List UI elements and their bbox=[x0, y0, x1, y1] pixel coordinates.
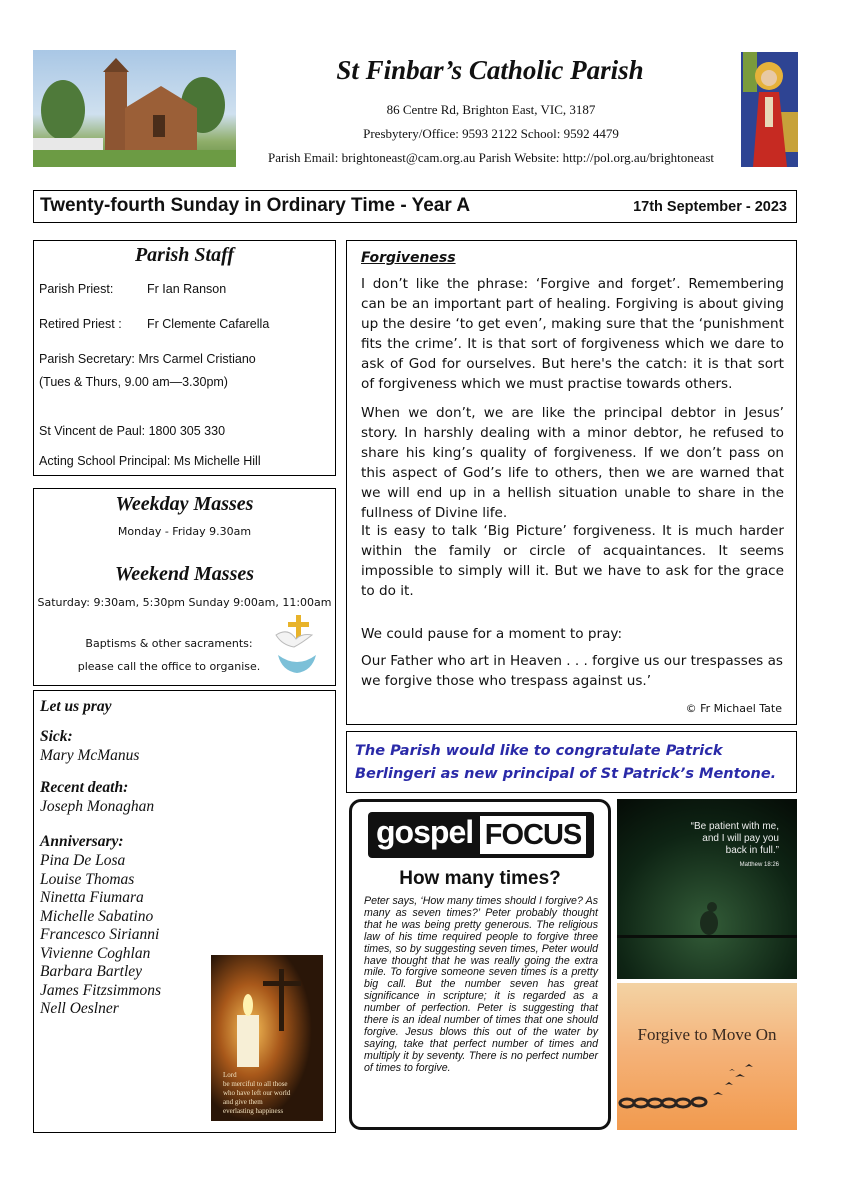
sunday-title: Twenty-fourth Sunday in Ordinary Time - Year A bbox=[40, 195, 471, 216]
article-paragraph: We could pause for a moment to pray: bbox=[361, 626, 623, 642]
secretary-hours: (Tues & Thurs, 9.00 am—3.30pm) bbox=[39, 375, 228, 389]
forgiveness-article bbox=[346, 240, 797, 725]
parish-secretary: Parish Secretary: Mrs Carmel Cristiano bbox=[39, 352, 256, 366]
gospel-focus-body: Peter says, ‘How many times should I forgive? As many as seven times?’ Peter probably thought that he was being pretty generous. The religious law of his time required people to forgive three times, so by suggesting seven times, Peter would have thought that he was really going the extra mile. To forgive someone seven times is a pretty big call. But the number seven has great significance in scripture; it is regarded as a number of perfection. Peter is suggesting that there is an ideal number of times that one should forgive. Jesus blows this out of the water by saying, take that perfect number of times and multiply it by seventy. There is no perfect number of times to forgive. bbox=[364, 895, 598, 1074]
staff-label: Retired Priest : bbox=[39, 317, 122, 331]
list-item: Mary McManus bbox=[40, 747, 140, 764]
sick-heading: Sick: bbox=[40, 728, 73, 745]
st-vincent-de-paul: St Vincent de Paul: 1800 305 330 bbox=[39, 424, 226, 438]
staff-row bbox=[39, 282, 227, 296]
sacraments-line-2: please call the office to organise. bbox=[77, 660, 261, 673]
list-item: Joseph Monaghan bbox=[40, 798, 155, 815]
parish-address: 86 Centre Rd, Brighton East, VIC, 3187 bbox=[386, 102, 596, 117]
candle-text-line: and give them bbox=[223, 1098, 263, 1106]
weekday-mass-times: Monday - Friday 9.30am bbox=[117, 525, 252, 538]
article-paragraph: I don’t like the phrase: ‘Forgive and forget’. Remembering can be an important part of healing. Forgiving is about giving up the desire ‘to get even’, making sure that the ‘punishment fits the crime’. It is that sort of forgiveness which we dare to ask of God for ourselves. But here's the catch: it is that sort of forgiveness which we must practise towards others. bbox=[361, 276, 784, 392]
parish-name: St Finbar’s Catholic Parish bbox=[336, 55, 644, 85]
article-paragraph: Our Father who art in Heaven . . . forgive us our trespasses as we forgive those who trespass against us.’ bbox=[361, 653, 784, 689]
staff-row bbox=[39, 317, 270, 331]
gospel-focus-logo bbox=[368, 812, 594, 858]
candle-prayer-image bbox=[211, 955, 323, 1121]
weekend-mass-times: Saturday: 9:30am, 5:30pm Sunday 9:00am, 11:00am bbox=[37, 596, 332, 609]
list-item: James Fitzsimmons bbox=[40, 981, 161, 999]
weekend-masses-title: Weekend Masses bbox=[114, 563, 255, 585]
candle-text-line: who have left our world bbox=[223, 1089, 291, 1097]
staff-label: Parish Priest: bbox=[39, 282, 114, 296]
broken-chain-birds-icon bbox=[617, 983, 797, 1130]
quote-line: “Be patient with me, bbox=[690, 821, 779, 832]
kneeling-figure-icon bbox=[617, 799, 797, 979]
congratulations-notice: The Parish would like to congratulate Patrick Berlingeri as new principal of St Patrick’s Mentone. bbox=[346, 731, 797, 793]
anniversary-list bbox=[40, 852, 161, 1019]
anniversary-heading: Anniversary: bbox=[40, 833, 124, 850]
list-item: Nell Oeslner bbox=[40, 1000, 119, 1017]
saint-stained-glass-image bbox=[741, 52, 798, 167]
parish-staff-title: Parish Staff bbox=[134, 244, 235, 266]
parish-phones: Presbytery/Office: 9593 2122 School: 9592 4479 bbox=[363, 126, 619, 141]
church-photo bbox=[33, 50, 236, 167]
quote-line: and I will pay you bbox=[702, 833, 779, 844]
article-credit: © Fr Michael Tate bbox=[685, 702, 782, 715]
be-patient-quote-image bbox=[617, 799, 797, 979]
let-us-pray-box bbox=[33, 690, 336, 1133]
list-item: Vivienne Coghlan bbox=[40, 944, 151, 962]
list-item: Barbara Bartley bbox=[40, 963, 143, 980]
sunday-date: 17th September - 2023 bbox=[633, 199, 787, 215]
article-title: Forgiveness bbox=[361, 250, 456, 266]
masses-box bbox=[33, 488, 336, 686]
candle-prayer-text bbox=[223, 1071, 290, 1116]
list-item: Pina De Losa bbox=[40, 852, 126, 869]
parish-contacts: Parish Email: brightoneast@cam.org.au Parish Website: http://pol.org.au/brightoneast bbox=[268, 150, 714, 165]
forgive-image-text: Forgive to Move On bbox=[637, 1025, 777, 1044]
staff-value: Fr Clemente Cafarella bbox=[147, 317, 270, 331]
forgive-to-move-on-image bbox=[617, 983, 797, 1130]
sunday-banner bbox=[33, 190, 797, 223]
quote-line: back in full.” bbox=[725, 845, 779, 856]
gospel-focus-heading: How many times? bbox=[399, 868, 561, 889]
logo-gospel: gospel bbox=[376, 814, 474, 850]
article-paragraph: When we don’t, we are like the principal debtor in Jesus’ story. In harshly dealing with a minor debtor, he refused to share his king’s quality of forgiveness. If we don’t pass on this aspect of God’s life to others, then we are warned that we will end up in a hellish situation unable to share in the fullness of Divine life. bbox=[361, 405, 784, 521]
parish-staff-box bbox=[33, 240, 336, 476]
sacraments-line-1: Baptisms & other sacraments: bbox=[85, 637, 253, 650]
staff-value: Fr Ian Ranson bbox=[147, 282, 227, 296]
recent-death-heading: Recent death: bbox=[40, 779, 129, 796]
school-principal: Acting School Principal: Ms Michelle Hill bbox=[39, 454, 261, 468]
candle-text-line: be merciful to all those bbox=[223, 1080, 288, 1088]
gospel-focus-panel bbox=[349, 799, 611, 1130]
list-item: Francesco Sirianni bbox=[40, 926, 160, 943]
candle-text-line: Lord bbox=[223, 1071, 237, 1079]
candle-text-line: everlasting happiness bbox=[223, 1107, 284, 1115]
logo-focus: FOCUS bbox=[480, 816, 586, 854]
weekday-masses-title: Weekday Masses bbox=[115, 493, 254, 515]
quote-reference: Matthew 18:26 bbox=[739, 862, 779, 868]
list-item: Louise Thomas bbox=[40, 870, 135, 888]
list-item: Michelle Sabatino bbox=[40, 907, 154, 925]
list-item: Ninetta Fiumara bbox=[40, 889, 144, 906]
baptism-dove-icon bbox=[272, 613, 322, 675]
let-us-pray-title: Let us pray bbox=[40, 698, 112, 715]
article-paragraph: It is easy to talk ‘Big Picture’ forgiveness. It is much harder within the family or circle of acquaintances. It seems impossible to simply will it. But we have to ask for the grace to do it. bbox=[361, 523, 784, 599]
